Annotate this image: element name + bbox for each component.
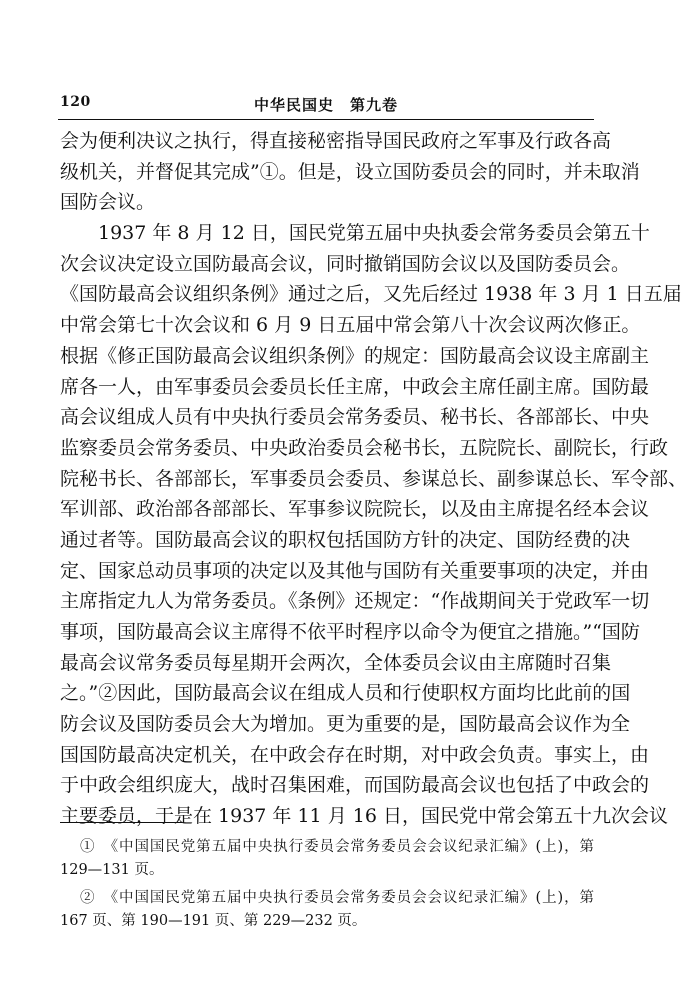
body-line: 之。”②因此，国防最高会议在组成人员和行使职权方面均比此前的国	[60, 682, 631, 705]
body-line: 监察委员会常务委员、中央政治委员会秘书长，五院院长、副院长，行政	[60, 436, 669, 459]
footnote-line: 167 页、第 190—191 页、第 229—232 页。	[60, 912, 367, 929]
body-line: 军训部、政治部各部部长、军事参议院院长，以及由主席提名经本会议	[60, 498, 650, 521]
body-line: 《国防最高会议组织条例》通过之后，又先后经过 1938 年 3 月 1 日五届	[60, 283, 682, 306]
footnote-2	[60, 887, 594, 932]
footnote-rule	[60, 822, 182, 823]
header-rule	[58, 119, 594, 120]
body-line: 事项，国防最高会议主席得不依平时程序以命令为便宜之措施。”“国防	[60, 621, 640, 643]
page-number: 120	[60, 94, 91, 110]
running-header	[60, 94, 592, 116]
running-title: 中华民国史 第九卷	[253, 96, 398, 114]
body-line: 根据《修正国防最高会议组织条例》的规定：国防最高会议设主席副主	[60, 344, 650, 367]
body-line: 级机关，并督促其完成”①。但是，设立国防委员会的同时，并未取消	[60, 160, 640, 183]
footnotes	[60, 836, 594, 932]
body-line: 中常会第七十次会议和 6 月 9 日五届中常会第八十次会议两次修正。	[60, 314, 641, 337]
body-line: 主席指定九人为常务委员。《条例》还规定：“作战期间关于党政军一切	[60, 590, 650, 613]
body-line: 次会议决定设立国防最高会议，同时撤销国防会议以及国防委员会。	[60, 252, 631, 275]
footnote-line: ② 《中国国民党第五届中央执行委员会常务委员会会议纪录汇编》(上)，第	[80, 890, 594, 906]
body-line: 国防会议。	[60, 191, 156, 214]
footnote-line: ① 《中国国民党第五届中央执行委员会常务委员会会议纪录汇编》(上)，第	[80, 839, 594, 855]
footnote-1	[60, 836, 594, 881]
body-line: 高会议组成人员有中央执行委员会常务委员、秘书长、各部部长、中央	[60, 406, 650, 429]
body-line: 防会议及国防委员会大为增加。更为重要的是，国防最高会议作为全	[60, 713, 631, 736]
body-line: 院秘书长、各部部长，军事委员会委员、参谋总长、副参谋总长、军令部、	[60, 467, 687, 490]
footnote-line: 129—131 页。	[60, 861, 164, 878]
body-line: 1937 年 8 月 12 日，国民党第五届中央执委会常务委员会第五十	[98, 222, 650, 245]
body-line: 于中政会组织庞大，战时召集困难，而国防最高会议也包括了中政会的	[60, 774, 650, 797]
body-line: 国国防最高决定机关，在中政会存在时期，对中政会负责。事实上，由	[60, 743, 650, 766]
body-line: 主要委员，于是在 1937 年 11 月 16 日，国民党中常会第五十九次会议	[60, 805, 668, 828]
body-line: 定、国家总动员事项的决定以及其他与国防有关重要事项的决定，并由	[60, 559, 650, 582]
body-line: 会为便利决议之执行，得直接秘密指导国民政府之军事及行政各高	[60, 130, 612, 152]
body-line: 席各一人，由军事委员会委员长任主席，中政会主席任副主席。国防最	[60, 375, 650, 398]
body-line: 最高会议常务委员每星期开会两次，全体委员会议由主席随时召集	[60, 651, 612, 674]
body-line: 通过者等。国防最高会议的职权包括国防方针的决定、国防经费的决	[60, 528, 631, 551]
body-text	[60, 126, 687, 832]
